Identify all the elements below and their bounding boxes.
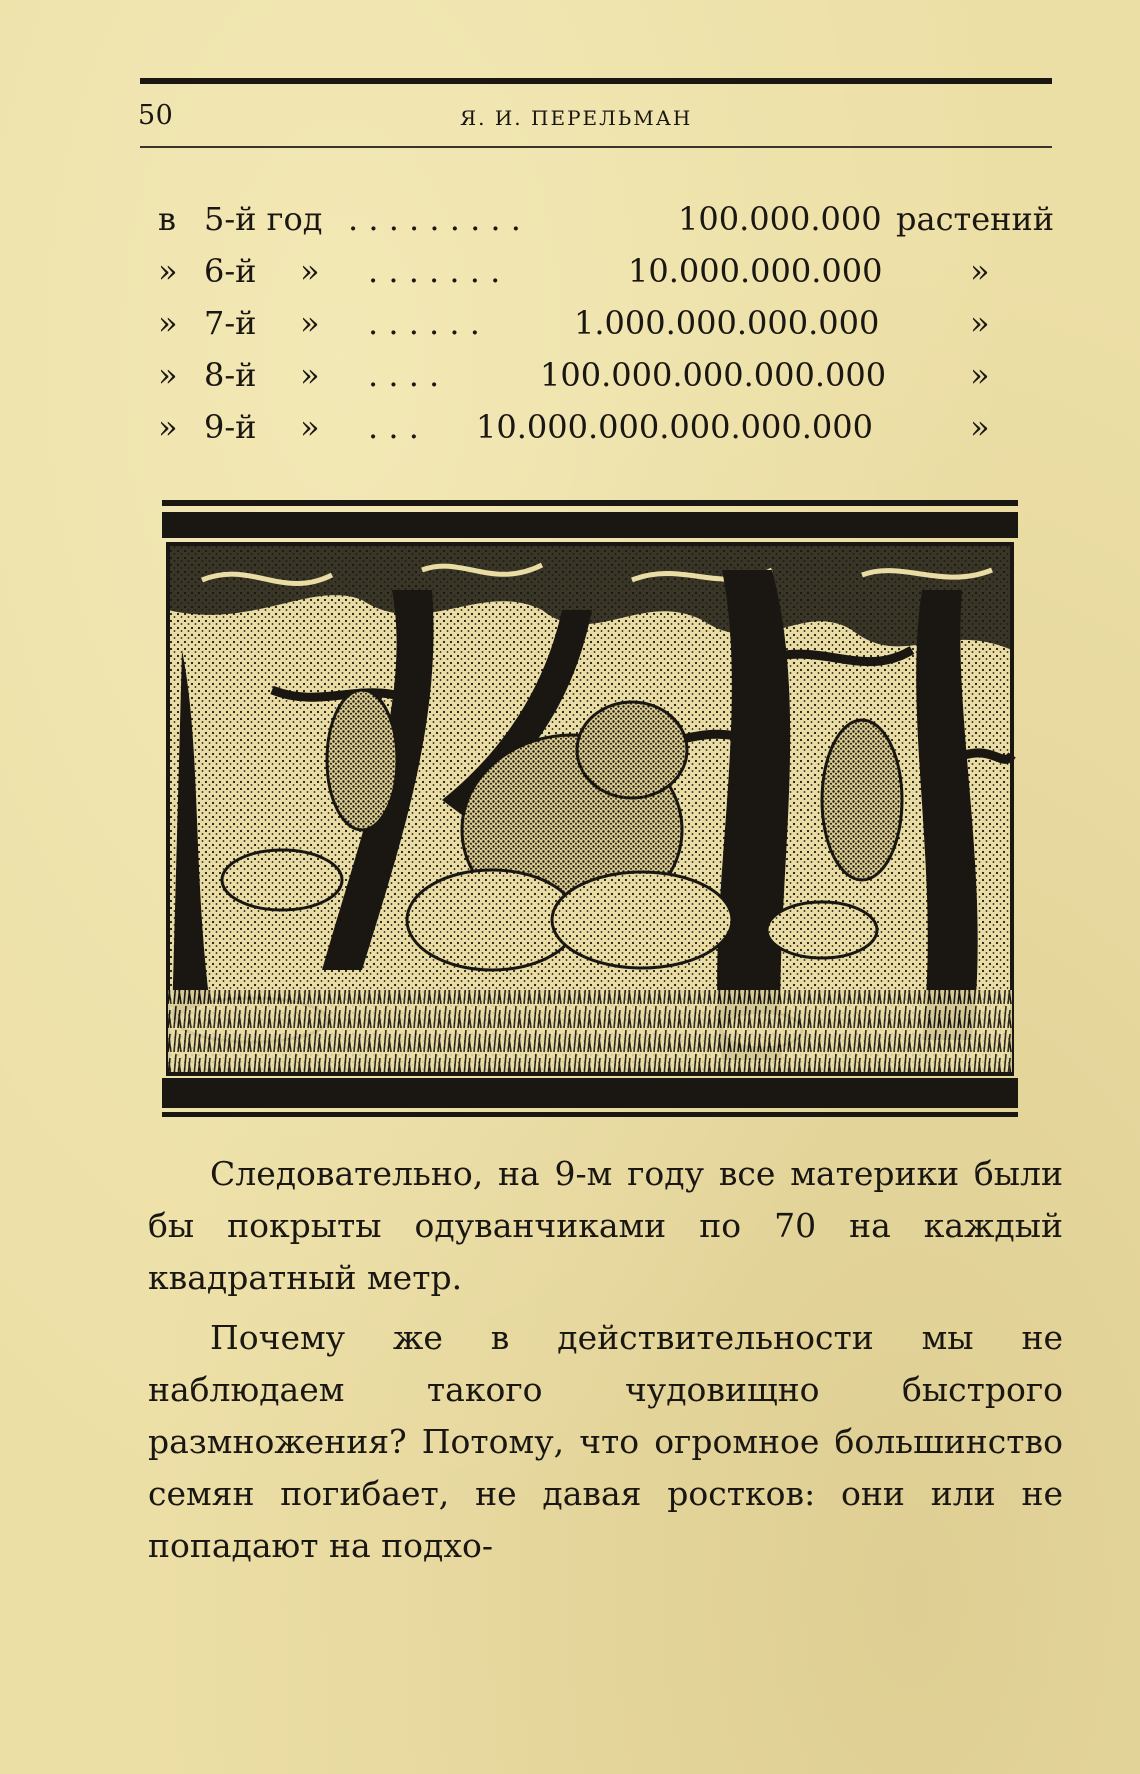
row-unit: » (970, 252, 990, 290)
table-row (158, 200, 1058, 252)
row-leader-dots: . . . (368, 408, 419, 446)
running-head: Я. И. ПЕРЕЛЬМАН (460, 106, 693, 130)
forest-animals-engraving-icon (162, 500, 1018, 1120)
row-ditto: » (300, 304, 320, 342)
header-rule-thick (140, 78, 1052, 84)
table-row (158, 252, 1058, 304)
growth-table (158, 200, 1058, 460)
table-row (158, 356, 1058, 408)
table-row (158, 304, 1058, 356)
row-ditto: » (300, 408, 320, 446)
row-year: 9-й (204, 408, 257, 446)
row-ditto: » (300, 356, 320, 394)
table-row (158, 408, 1058, 460)
row-leader-dots: . . . . . . (368, 304, 480, 342)
paragraph: Следовательно, на 9-м году все материки были бы покрыты одуванчиками по 70 на каждый квадратный метр. (148, 1154, 1063, 1297)
row-leader-dots: . . . . . . . (368, 252, 501, 290)
row-leader-dots: . . . . . . . . . (348, 200, 521, 238)
row-unit: » (970, 408, 990, 446)
row-ditto: » (300, 252, 320, 290)
row-prefix: » (158, 304, 178, 342)
row-prefix: в (158, 200, 177, 238)
row-unit: » (970, 356, 990, 394)
body-text (148, 1148, 1063, 1580)
row-value: 1.000.000.000.000 (574, 304, 880, 342)
row-leader-dots: . . . . (368, 356, 440, 394)
header-rule-thin (140, 146, 1052, 148)
row-year: 7-й (204, 304, 257, 342)
row-year: 5-й год (204, 200, 323, 238)
row-value: 10.000.000.000.000.000 (476, 408, 873, 446)
row-prefix: » (158, 356, 178, 394)
row-prefix: » (158, 252, 178, 290)
row-unit: растений (896, 200, 1055, 238)
row-year: 6-й (204, 252, 257, 290)
row-year: 8-й (204, 356, 257, 394)
row-prefix: » (158, 408, 178, 446)
row-value: 10.000.000.000 (628, 252, 883, 290)
page-number: 50 (138, 100, 174, 131)
row-value: 100.000.000 (678, 200, 882, 238)
paragraph: Почему же в действительности мы не наблюдаем такого чудовищно быстрого размножения? Потому, что огромное большинство семян погибает, не давая ростков: они или не попадают на подхо- (148, 1318, 1063, 1565)
row-unit: » (970, 304, 990, 342)
row-value: 100.000.000.000.000 (540, 356, 887, 394)
